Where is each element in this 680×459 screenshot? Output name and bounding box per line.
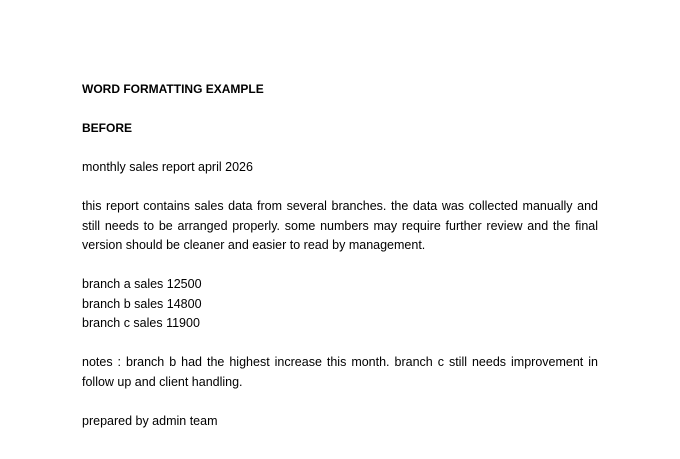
document-page <box>82 80 598 431</box>
intro-paragraph: this report contains sales data from several branches. the data was collected manually and still needs to be arranged properly. some numbers may require further review and the final version should be cleaner and easier to read by management. <box>82 199 598 252</box>
branch-sales-line: branch b sales 14800 <box>82 296 202 311</box>
spacer <box>82 256 598 276</box>
branch-sales-list <box>82 275 598 334</box>
branch-sales-line: branch a sales 12500 <box>82 277 202 291</box>
spacer <box>82 334 598 354</box>
spacer <box>82 100 598 120</box>
spacer <box>82 392 598 412</box>
notes-paragraph: notes : branch b had the highest increase this month. branch c still needs improvement in follow up and client handling. <box>82 355 598 389</box>
spacer <box>82 178 598 198</box>
spacer <box>82 139 598 159</box>
document-heading: WORD FORMATTING EXAMPLE <box>82 82 264 96</box>
branch-sales-line: branch c sales 11900 <box>82 316 200 330</box>
section-label: BEFORE <box>82 121 133 135</box>
prepared-by: prepared by admin team <box>82 413 218 428</box>
report-title: monthly sales report april 2026 <box>82 160 253 174</box>
